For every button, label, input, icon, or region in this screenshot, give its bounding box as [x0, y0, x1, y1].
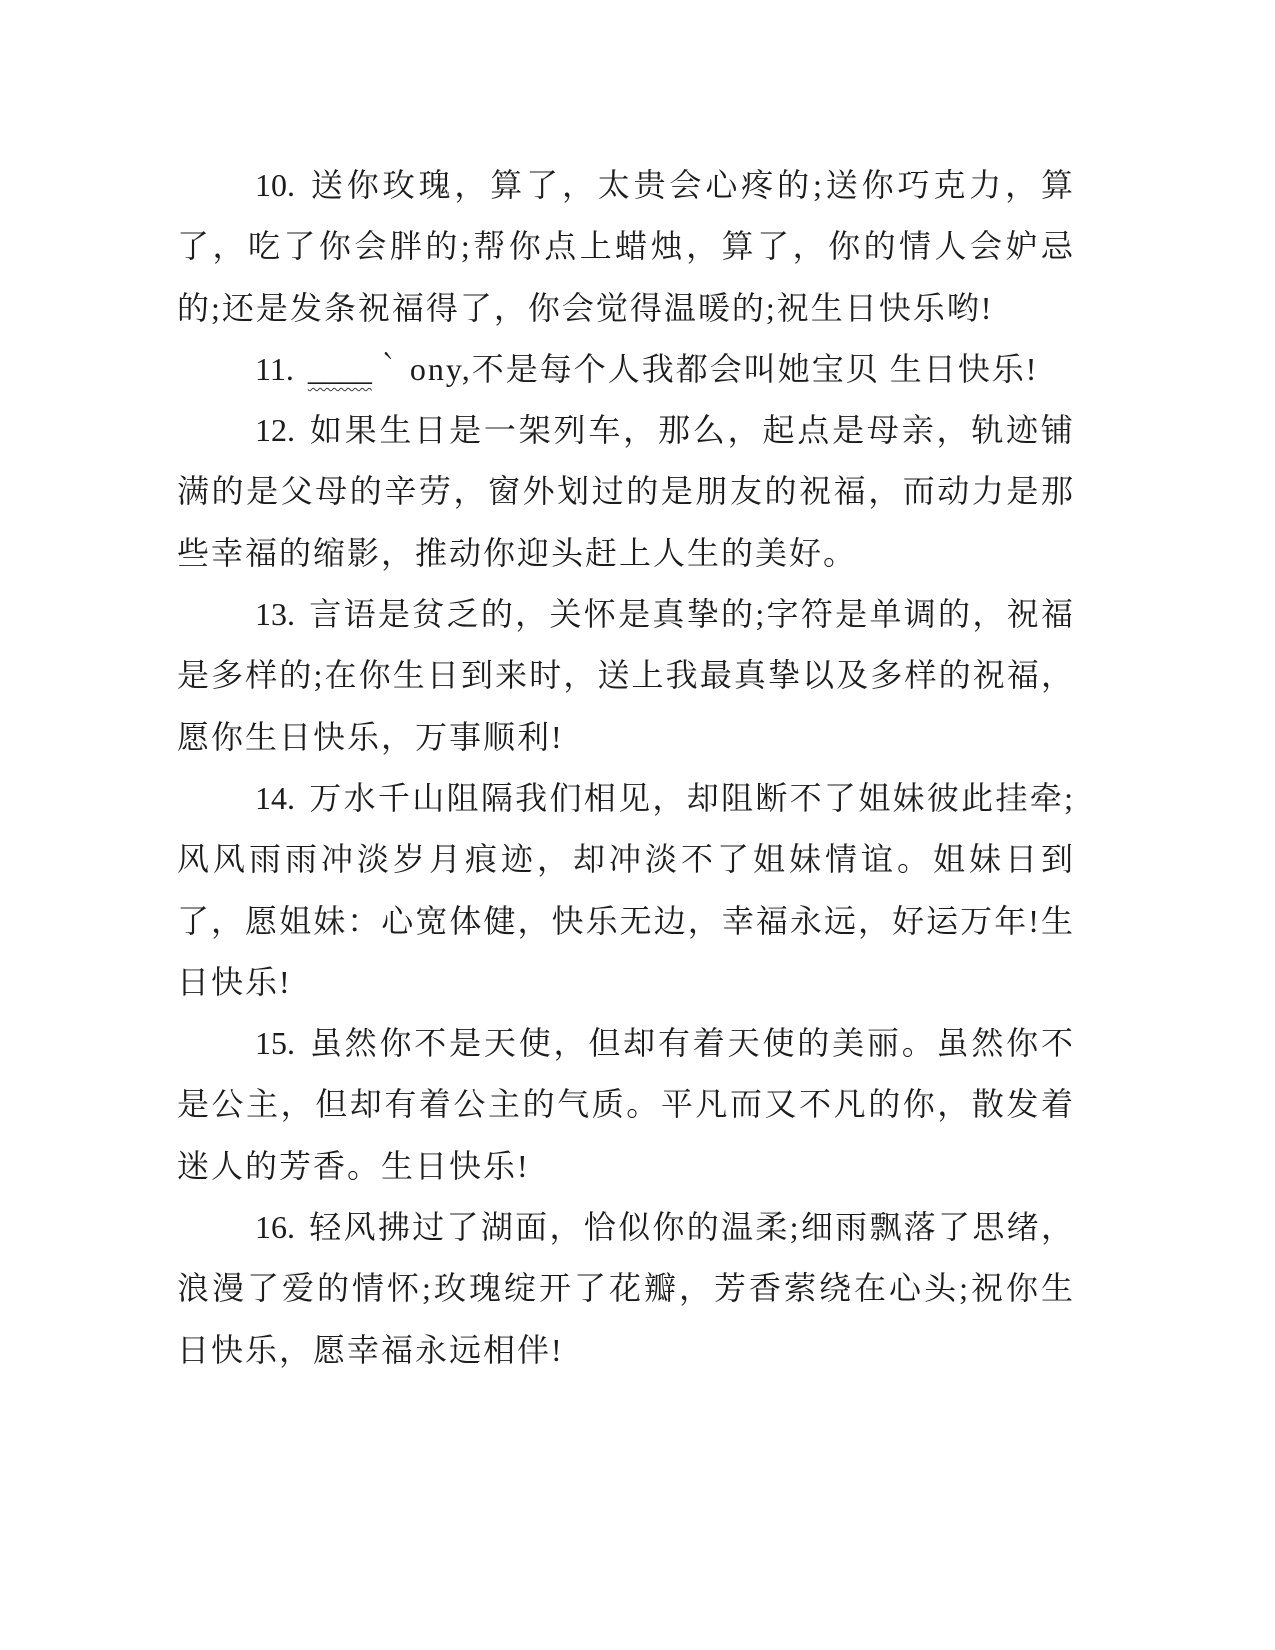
item-number: 11. [255, 350, 294, 387]
paragraph-item-13 [177, 584, 1075, 768]
item-number: 13. [255, 596, 295, 633]
paragraph-item-14 [177, 768, 1075, 1013]
paragraph-item-16 [177, 1197, 1075, 1381]
paragraph-item-12 [177, 400, 1075, 584]
item-number: 15. [255, 1025, 295, 1062]
item-text: 送你玫瑰，算了，太贵会心疼的;送你巧克力，算了，吃了你会胖的;帮你点上蜡烛，算了，你的情人会妒忌的;还是发条祝福得了，你会觉得温暖的;祝生日快乐哟! [177, 167, 1075, 326]
paragraph-item-10 [177, 155, 1075, 339]
item-text: 虽然你不是天使，但却有着天使的美丽。虽然你不是公主，但却有着公主的气质。平凡而又不凡的你，散发着迷人的芳香。生日快乐! [177, 1025, 1075, 1184]
paragraph-item-15 [177, 1013, 1075, 1197]
item-number: 14. [255, 779, 295, 816]
item-text: 万水千山阻隔我们相见，却阻断不了姐妹彼此挂牵;风风雨雨冲淡岁月痕迹，却冲淡不了姐妹情谊。姐妹日到了，愿姐妹：心宽体健，快乐无边，幸福永远，好运万年!生日快乐! [177, 779, 1075, 1000]
item-text: ony,不是每个人我都会叫她宝贝 生日快乐! [409, 350, 1039, 387]
paragraph-item-11 [177, 339, 1075, 400]
accent-mark: ｀ [371, 350, 404, 387]
item-number: 12. [255, 412, 295, 449]
blank-underline: ____ [307, 350, 372, 387]
document-content [177, 155, 1075, 1381]
item-text: 轻风拂过了湖面，恰似你的温柔;细雨飘落了思绪，浪漫了爱的情怀;玫瑰绽开了花瓣，芳香萦绕在心头;祝你生日快乐，愿幸福永远相伴! [177, 1209, 1075, 1368]
item-number: 10. [255, 167, 295, 203]
item-text: 言语是贫乏的，关怀是真挚的;字符是单调的，祝福是多样的;在你生日到来时，送上我最真挚以及多样的祝福，愿你生日快乐，万事顺利! [177, 596, 1075, 755]
item-text: 如果生日是一架列车，那么，起点是母亲，轨迹铺满的是父母的辛劳，窗外划过的是朋友的祝福，而动力是那些幸福的缩影，推动你迎头赶上人生的美好。 [177, 412, 1075, 571]
item-number: 16. [255, 1209, 295, 1246]
